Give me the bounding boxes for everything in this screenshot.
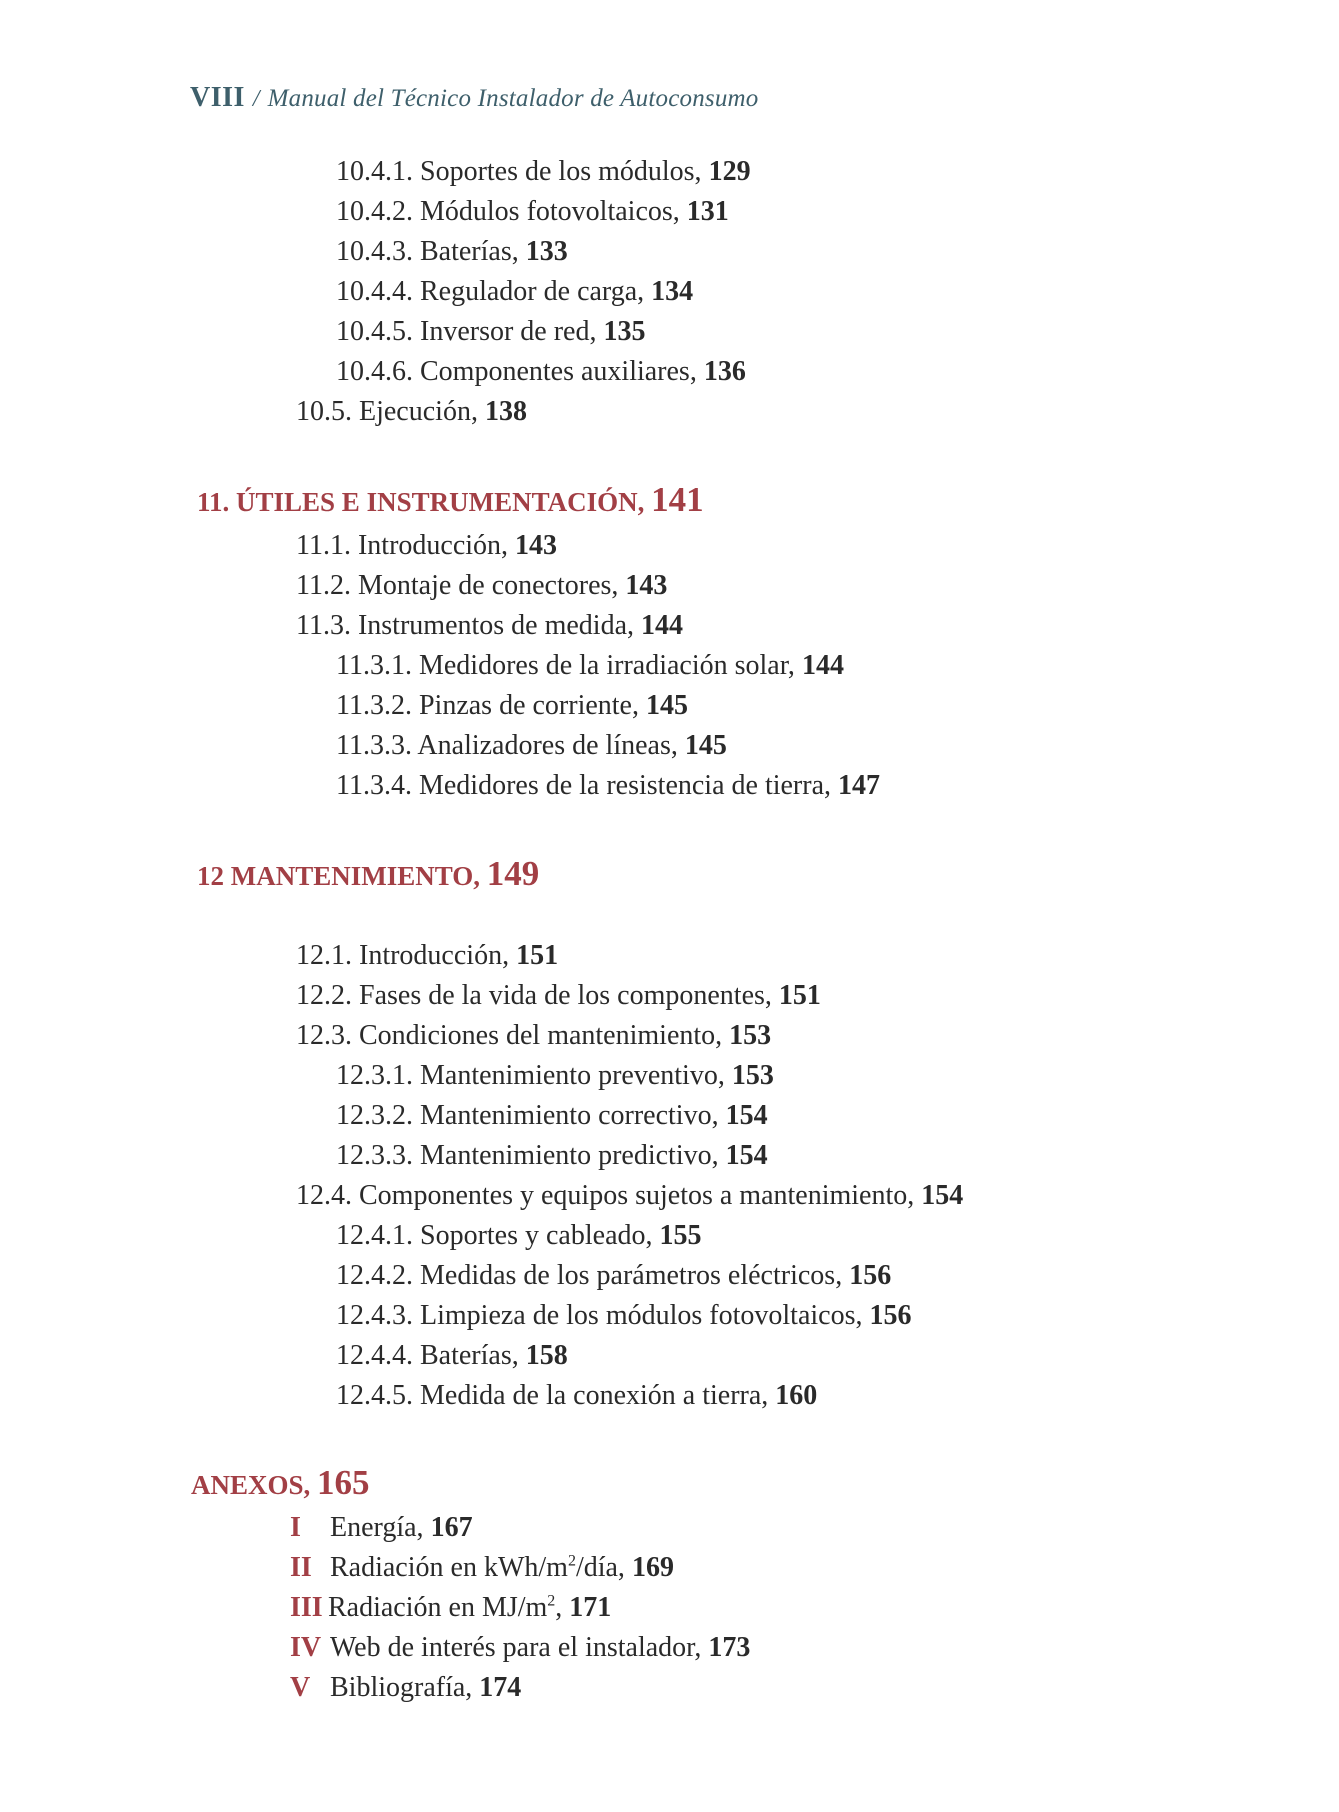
toc-entry-12-4-1[interactable] (336, 1220, 702, 1252)
toc-entry-11-3-3[interactable] (336, 730, 727, 762)
toc-entry-12-4-5[interactable] (336, 1380, 817, 1412)
chapter-12-heading[interactable] (197, 856, 539, 894)
toc-entry-title: 12.4.2. Medidas de los parámetros eléctricos, (336, 1260, 850, 1291)
toc-entry-title: 12.3.2. Mantenimiento correctivo, (336, 1100, 726, 1131)
page-folio: VIII (190, 82, 245, 113)
toc-entry-12-3-3[interactable] (336, 1140, 768, 1172)
toc-entry-12-4-4[interactable] (336, 1340, 568, 1372)
annexes-heading[interactable] (191, 1465, 370, 1503)
toc-entry-title: 11.3.2. Pinzas de corriente, (336, 690, 646, 721)
toc-entry-title: 12.4.1. Soportes y cableado, (336, 1220, 660, 1251)
superscript: 2 (567, 1552, 576, 1570)
annex-page: 174 (479, 1672, 522, 1703)
chapter-page: 165 (317, 1463, 370, 1502)
toc-entry-page: 156 (849, 1260, 892, 1291)
annex-numeral: IV (290, 1632, 322, 1663)
toc-entry-12-3-2[interactable] (336, 1100, 768, 1132)
annex-title-text: Energía, (330, 1512, 431, 1543)
annex-title-text: Radiación en kWh/m (330, 1552, 568, 1583)
toc-entry-title: 12.1. Introducción, (296, 940, 517, 971)
toc-entry-title: 10.4.2. Módulos fotovoltaicos, (336, 196, 687, 227)
toc-entry-title: 12.4.4. Baterías, (336, 1340, 526, 1371)
toc-entry-12-1[interactable] (296, 940, 558, 972)
toc-entry-title: 12.4. Componentes y equipos sujetos a mantenimiento, (296, 1180, 922, 1211)
toc-entry-page: 153 (731, 1060, 774, 1091)
chapter-page: 141 (651, 480, 704, 519)
toc-entry-page: 138 (484, 396, 527, 427)
annex-title-text-suffix: /día, (575, 1552, 632, 1583)
toc-entry-page: 143 (625, 570, 668, 601)
annex-title-text: Bibliografía, (330, 1672, 480, 1703)
toc-entry-title: 12.3. Condiciones del mantenimiento, (296, 1020, 730, 1051)
annex-title (330, 1632, 750, 1664)
chapter-title: ANEXOS, (191, 1470, 318, 1500)
toc-entry-12-3[interactable] (296, 1020, 771, 1052)
toc-entry-title: 11.3. Instrumentos de medida, (296, 610, 642, 641)
toc-entry-title: 10.4.1. Soportes de los módulos, (336, 156, 709, 187)
toc-entry-page: 155 (659, 1220, 702, 1251)
toc-entry-11-3-4[interactable] (336, 770, 880, 802)
toc-entry-11-3[interactable] (296, 610, 683, 642)
toc-entry-page: 153 (729, 1020, 772, 1051)
annex-numeral: II (290, 1552, 312, 1583)
toc-entry-page: 151 (778, 980, 821, 1011)
annex-title (330, 1672, 521, 1704)
toc-entry-page: 156 (869, 1300, 912, 1331)
toc-entry-page: 144 (801, 650, 844, 681)
toc-entry-title: 10.4.5. Inversor de red, (336, 316, 604, 347)
annex-page: 169 (631, 1552, 674, 1583)
toc-entry-page: 154 (921, 1180, 964, 1211)
toc-entry-10-4-2[interactable] (336, 196, 729, 228)
chapter-title: 11. ÚTILES E INSTRUMENTACIÓN, (197, 487, 652, 517)
toc-entry-10-4-3[interactable] (336, 236, 568, 268)
toc-entry-10-5[interactable] (296, 396, 527, 428)
toc-entry-page: 135 (603, 316, 646, 347)
toc-entry-page: 145 (684, 730, 727, 761)
annex-page: 173 (708, 1632, 751, 1663)
toc-entry-title: 10.4.4. Regulador de carga, (336, 276, 652, 307)
toc-entry-title: 10.4.3. Baterías, (336, 236, 526, 267)
toc-entry-11-3-1[interactable] (336, 650, 844, 682)
annex-title (328, 1592, 611, 1624)
toc-entry-title: 11.3.4. Medidores de la resistencia de tierra, (336, 770, 839, 801)
toc-entry-title: 12.4.5. Medida de la conexión a tierra, (336, 1380, 776, 1411)
toc-entry-page: 133 (525, 236, 568, 267)
toc-entry-10-4-4[interactable] (336, 276, 693, 308)
toc-entry-page: 131 (686, 196, 729, 227)
annex-page: 167 (430, 1512, 473, 1543)
toc-entry-page: 151 (516, 940, 559, 971)
annex-numeral: I (290, 1512, 301, 1543)
toc-entry-title: 11.1. Introducción, (296, 530, 516, 561)
toc-entry-page: 136 (703, 356, 746, 387)
toc-entry-title: 10.4.6. Componentes auxiliares, (336, 356, 704, 387)
chapter-page: 149 (486, 854, 540, 893)
toc-entry-page: 144 (641, 610, 684, 641)
toc-entry-10-4-1[interactable] (336, 156, 751, 188)
annex-title-text-suffix: , (555, 1592, 570, 1623)
toc-entry-12-4-3[interactable] (336, 1300, 911, 1332)
toc-entry-page: 129 (708, 156, 751, 187)
toc-entry-12-2[interactable] (296, 980, 821, 1012)
toc-entry-page: 160 (775, 1380, 818, 1411)
toc-entry-title: 12.3.1. Mantenimiento preventivo, (336, 1060, 732, 1091)
toc-entry-page: 145 (645, 690, 688, 721)
annex-title (330, 1552, 674, 1584)
toc-entry-title: 11.3.3. Analizadores de líneas, (336, 730, 685, 761)
toc-entry-title: 12.4.3. Limpieza de los módulos fotovoltaicos, (336, 1300, 870, 1331)
toc-entry-page: 158 (525, 1340, 568, 1371)
toc-entry-title: 11.2. Montaje de conectores, (296, 570, 626, 601)
toc-entry-10-4-6[interactable] (336, 356, 746, 388)
toc-entry-title: 11.3.1. Medidores de la irradiación solar, (336, 650, 802, 681)
annex-numeral: V (290, 1672, 311, 1703)
toc-entry-page: 143 (515, 530, 558, 561)
toc-entry-11-2[interactable] (296, 570, 667, 602)
chapter-11-heading[interactable] (197, 482, 704, 520)
annex-title-text: Web de interés para el instalador, (330, 1632, 709, 1663)
running-header (190, 82, 759, 114)
toc-entry-10-4-5[interactable] (336, 316, 645, 348)
toc-entry-page: 147 (838, 770, 881, 801)
toc-entry-11-1[interactable] (296, 530, 557, 562)
toc-entry-12-4[interactable] (296, 1180, 963, 1212)
book-title: Manual del Técnico Instalador de Autoconsumo (267, 85, 759, 112)
chapter-title: 12 MANTENIMIENTO, (197, 861, 487, 891)
toc-entry-11-3-2[interactable] (336, 690, 688, 722)
toc-entry-page: 154 (725, 1100, 768, 1131)
annex-title (330, 1512, 473, 1544)
toc-entry-title: 10.5. Ejecución, (296, 396, 485, 427)
toc-entry-12-3-1[interactable] (336, 1060, 774, 1092)
toc-entry-12-4-2[interactable] (336, 1260, 891, 1292)
toc-entry-page: 154 (725, 1140, 768, 1171)
annex-numeral: III (290, 1592, 323, 1623)
header-separator: / (252, 86, 260, 112)
annex-page: 171 (569, 1592, 612, 1623)
superscript: 2 (547, 1592, 556, 1610)
toc-entry-title: 12.2. Fases de la vida de los componentes, (296, 980, 779, 1011)
toc-entry-page: 134 (651, 276, 694, 307)
toc-entry-title: 12.3.3. Mantenimiento predictivo, (336, 1140, 726, 1171)
annex-title-text: Radiación en MJ/m (328, 1592, 548, 1623)
